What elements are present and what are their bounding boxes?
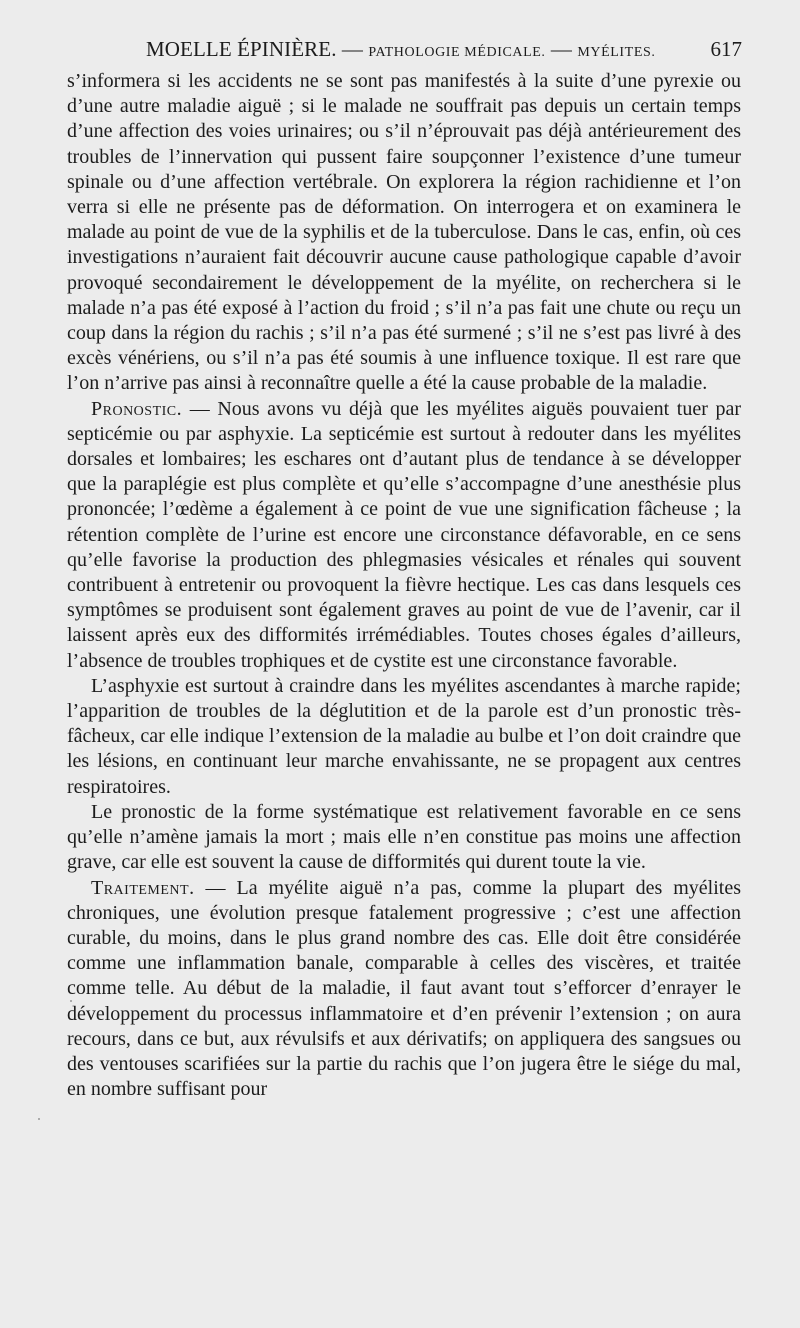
section-heading-traitement: Traitement. xyxy=(91,876,195,899)
paragraph-text: s’informera si les accidents ne se sont pas manifestés à la suite d’une pyrexie ou d’une autre maladie aiguë ; si le malade ne souffrait pas depuis un certain temps d’une affection des voies urinaires; ou s’il n’éprouvait pas déjà antérieurement des troubles de l’innervation qui pussent faire soupçonner l’existence d’une tumeur spinale ou d’une affection vertébrale. On explorera la région rachidienne et l’on verra si elle ne présente pas de déformation. On interrogera et on examinera le malade au point de vue de la syphilis et de la tuberculose. Dans le cas, enfin, où ces investigations n’auraient fait découvrir aucune cause pathologique capable d’avoir provoqué secondairement le développement de la myélite, on recherchera si le malade n’a pas été exposé à l’action du froid ; s’il n’a pas fait une chute ou reçu un coup dans la région du rachis ; s’il n’a pas été surmené ; s’il ne s’est pas livré à des excès vénériens, ou s’il n’a pas été soumis à une influence toxique. Il est rare que l’on n’arrive pas ainsi à reconnaître quelle a été la cause probable de la maladie. xyxy=(67,70,741,395)
paragraph-text: L’asphyxie est surtout à craindre dans les myélites ascendantes à marche rapide; l’apparition de troubles de la déglutition et de la parole est d’un pronostic très-fâcheux, car elle indique l’extension de la maladie au bulbe et l’on doit craindre que les lésions, en continuant leur marche envahissante, ne se propagent aux centres respiratoires. xyxy=(67,674,741,798)
paper-speck xyxy=(70,1000,72,1002)
running-head-separator-1: — xyxy=(336,37,369,61)
paragraph-asphyxie xyxy=(67,674,741,800)
running-head-subsection: MYÉLITES. xyxy=(577,45,656,60)
paragraph-continuation xyxy=(67,69,741,397)
paragraph-text: — Nous avons vu déjà que les myélites aiguës pouvaient tuer par septicémie ou par asphyxie. La septicémie est surtout à redouter dans les myélites dorsales et lombaires; les eschares ont d’autant plus de tendance à se développer que la paraplégie est plus complète et qu’elle s’accompagne d’une anesthésie plus prononcée; l’œdème a également à ce point de vue une signification fâcheuse ; la rétention complète de l’urine est encore une circonstance défavorable, en ce sens qu’elle favorise la production des phlegmasies vésicales et rénales qui souvent contribuent à entretenir ou provoquent la fièvre hectique. Les cas dans lesquels ces symptômes se produisent sont également graves au point de vue de l’avenir, car il laissent après eux des difformités irrémédiables. Toutes choses égales d’ailleurs, l’absence de troubles trophiques et de cystite est une circonstance favorable. xyxy=(67,397,741,672)
running-head-title: MOELLE ÉPINIÈRE. xyxy=(146,37,337,61)
paragraph-forme-systematique xyxy=(67,800,741,876)
paragraph-pronostic xyxy=(67,397,741,674)
page-header xyxy=(72,34,742,64)
paragraph-traitement xyxy=(67,876,741,1103)
page-body xyxy=(67,69,741,1102)
running-head-section: PATHOLOGIE MÉDICALE. xyxy=(368,45,546,60)
section-heading-pronostic: Pronostic. xyxy=(91,397,183,420)
running-head-separator-2: — xyxy=(545,37,578,61)
paragraph-text: Le pronostic de la forme systématique est relativement favorable en ce sens qu’elle n’amène jamais la mort ; mais elle n’en constitue pas moins une affection grave, car elle est souvent la cause de difformités qui durent toute la vie. xyxy=(67,800,741,874)
paper-speck xyxy=(38,1118,40,1120)
paragraph-text: — La myélite aiguë n’a pas, comme la plupart des myélites chroniques, une évolution presque fatalement progressive ; c’est une affection curable, du moins, dans le plus grand nombre des cas. Elle doit être considérée comme une inflammation banale, comparable à celles des viscères, et traitée comme telle. Au début de la maladie, il faut avant tout s’efforcer d’enrayer le développement du processus inflammatoire et d’en prévenir l’extension ; on aura recours, dans ce but, aux révulsifs et aux dérivatifs; on appliquera des sangsues ou des ventouses scarifiées sur la partie du rachis que l’on jugera être le siége du mal, en nombre suffisant pour xyxy=(67,876,741,1101)
running-head xyxy=(146,34,655,68)
page-number: 617 xyxy=(710,37,742,61)
